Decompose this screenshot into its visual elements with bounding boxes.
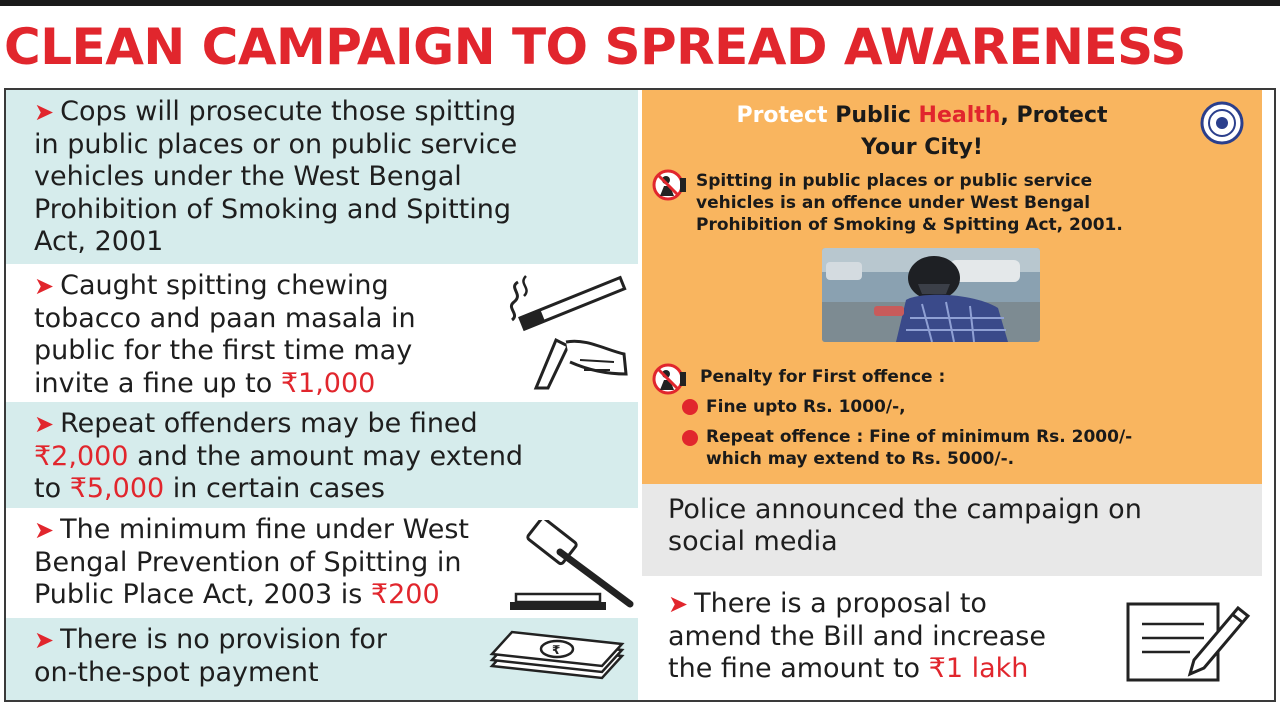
fine-amount: ₹2,000 <box>34 440 129 472</box>
bullet-proposal: ➤ There is a proposal to amend the Bill and increase the fine amount to ₹1 lakh <box>642 576 1262 700</box>
arrow-icon: ➤ <box>668 590 689 618</box>
fine-first: Fine upto Rs. 1000/-, <box>706 397 906 417</box>
fine-amount: ₹5,000 <box>69 473 165 504</box>
fine-amount: ₹1 lakh <box>928 653 1029 684</box>
bullet-first-fine: ➤ Caught spitting chewing tobacco and paan masala in public for the first time may invite a fine up to ₹1,000 <box>6 264 638 402</box>
cash-icon <box>482 626 632 690</box>
no-spitting-icon <box>650 168 690 202</box>
bullet-minimum-fine: ➤ The minimum fine under West Bengal Prevention of Spitting in Public Place Act, 2003 is ₹200 <box>6 508 638 618</box>
police-seal-icon <box>1194 100 1250 146</box>
top-rule <box>0 0 1280 6</box>
document-pen-icon <box>1120 594 1252 686</box>
cigarette-pen-icon <box>496 270 636 394</box>
arrow-icon: ➤ <box>34 516 55 544</box>
gavel-icon <box>508 520 636 612</box>
left-column <box>6 90 638 700</box>
arrow-icon: ➤ <box>34 626 55 654</box>
campaign-poster <box>642 90 1262 484</box>
headline: CLEAN CAMPAIGN TO SPREAD AWARENESS <box>4 18 1186 76</box>
poster-title: Protect Public Health, Protect Your City! <box>736 103 1108 160</box>
bullet-dot <box>682 430 698 446</box>
social-media-note: Police announced the campaign on social media <box>642 484 1262 576</box>
fine-repeat: Repeat offence : Fine of minimum Rs. 2000/- which may extend to Rs. 5000/-. <box>706 427 1133 469</box>
fine-amount: ₹1,000 <box>280 367 376 399</box>
rider-photo <box>822 248 1040 342</box>
bullet-prosecution: ➤ Cops will prosecute those spitting in public places or on public service vehicles under the West Bengal Prohibition of Smoking and Spitting Act, 2001 <box>6 90 638 264</box>
fine-amount: ₹200 <box>370 579 440 610</box>
svg-text:₹: ₹ <box>552 643 561 657</box>
no-spitting-icon <box>650 362 690 396</box>
bullet-no-spot-payment: ➤ There is no provision for on-the-spot payment ₹ <box>6 618 638 700</box>
penalty-heading: Penalty for First offence : <box>700 367 946 387</box>
offence-text: Spitting in public places or public service vehicles is an offence under West Bengal Prohibition of Smoking & Spitting Act, 2001. <box>696 171 1123 235</box>
bullet-dot <box>682 399 698 415</box>
arrow-icon: ➤ <box>34 410 55 438</box>
arrow-icon: ➤ <box>34 98 55 126</box>
bullet-repeat-fine: ➤ Repeat offenders may be fined ₹2,000 and the amount may extend to ₹5,000 in certain cases <box>6 402 638 508</box>
arrow-icon: ➤ <box>34 272 55 300</box>
